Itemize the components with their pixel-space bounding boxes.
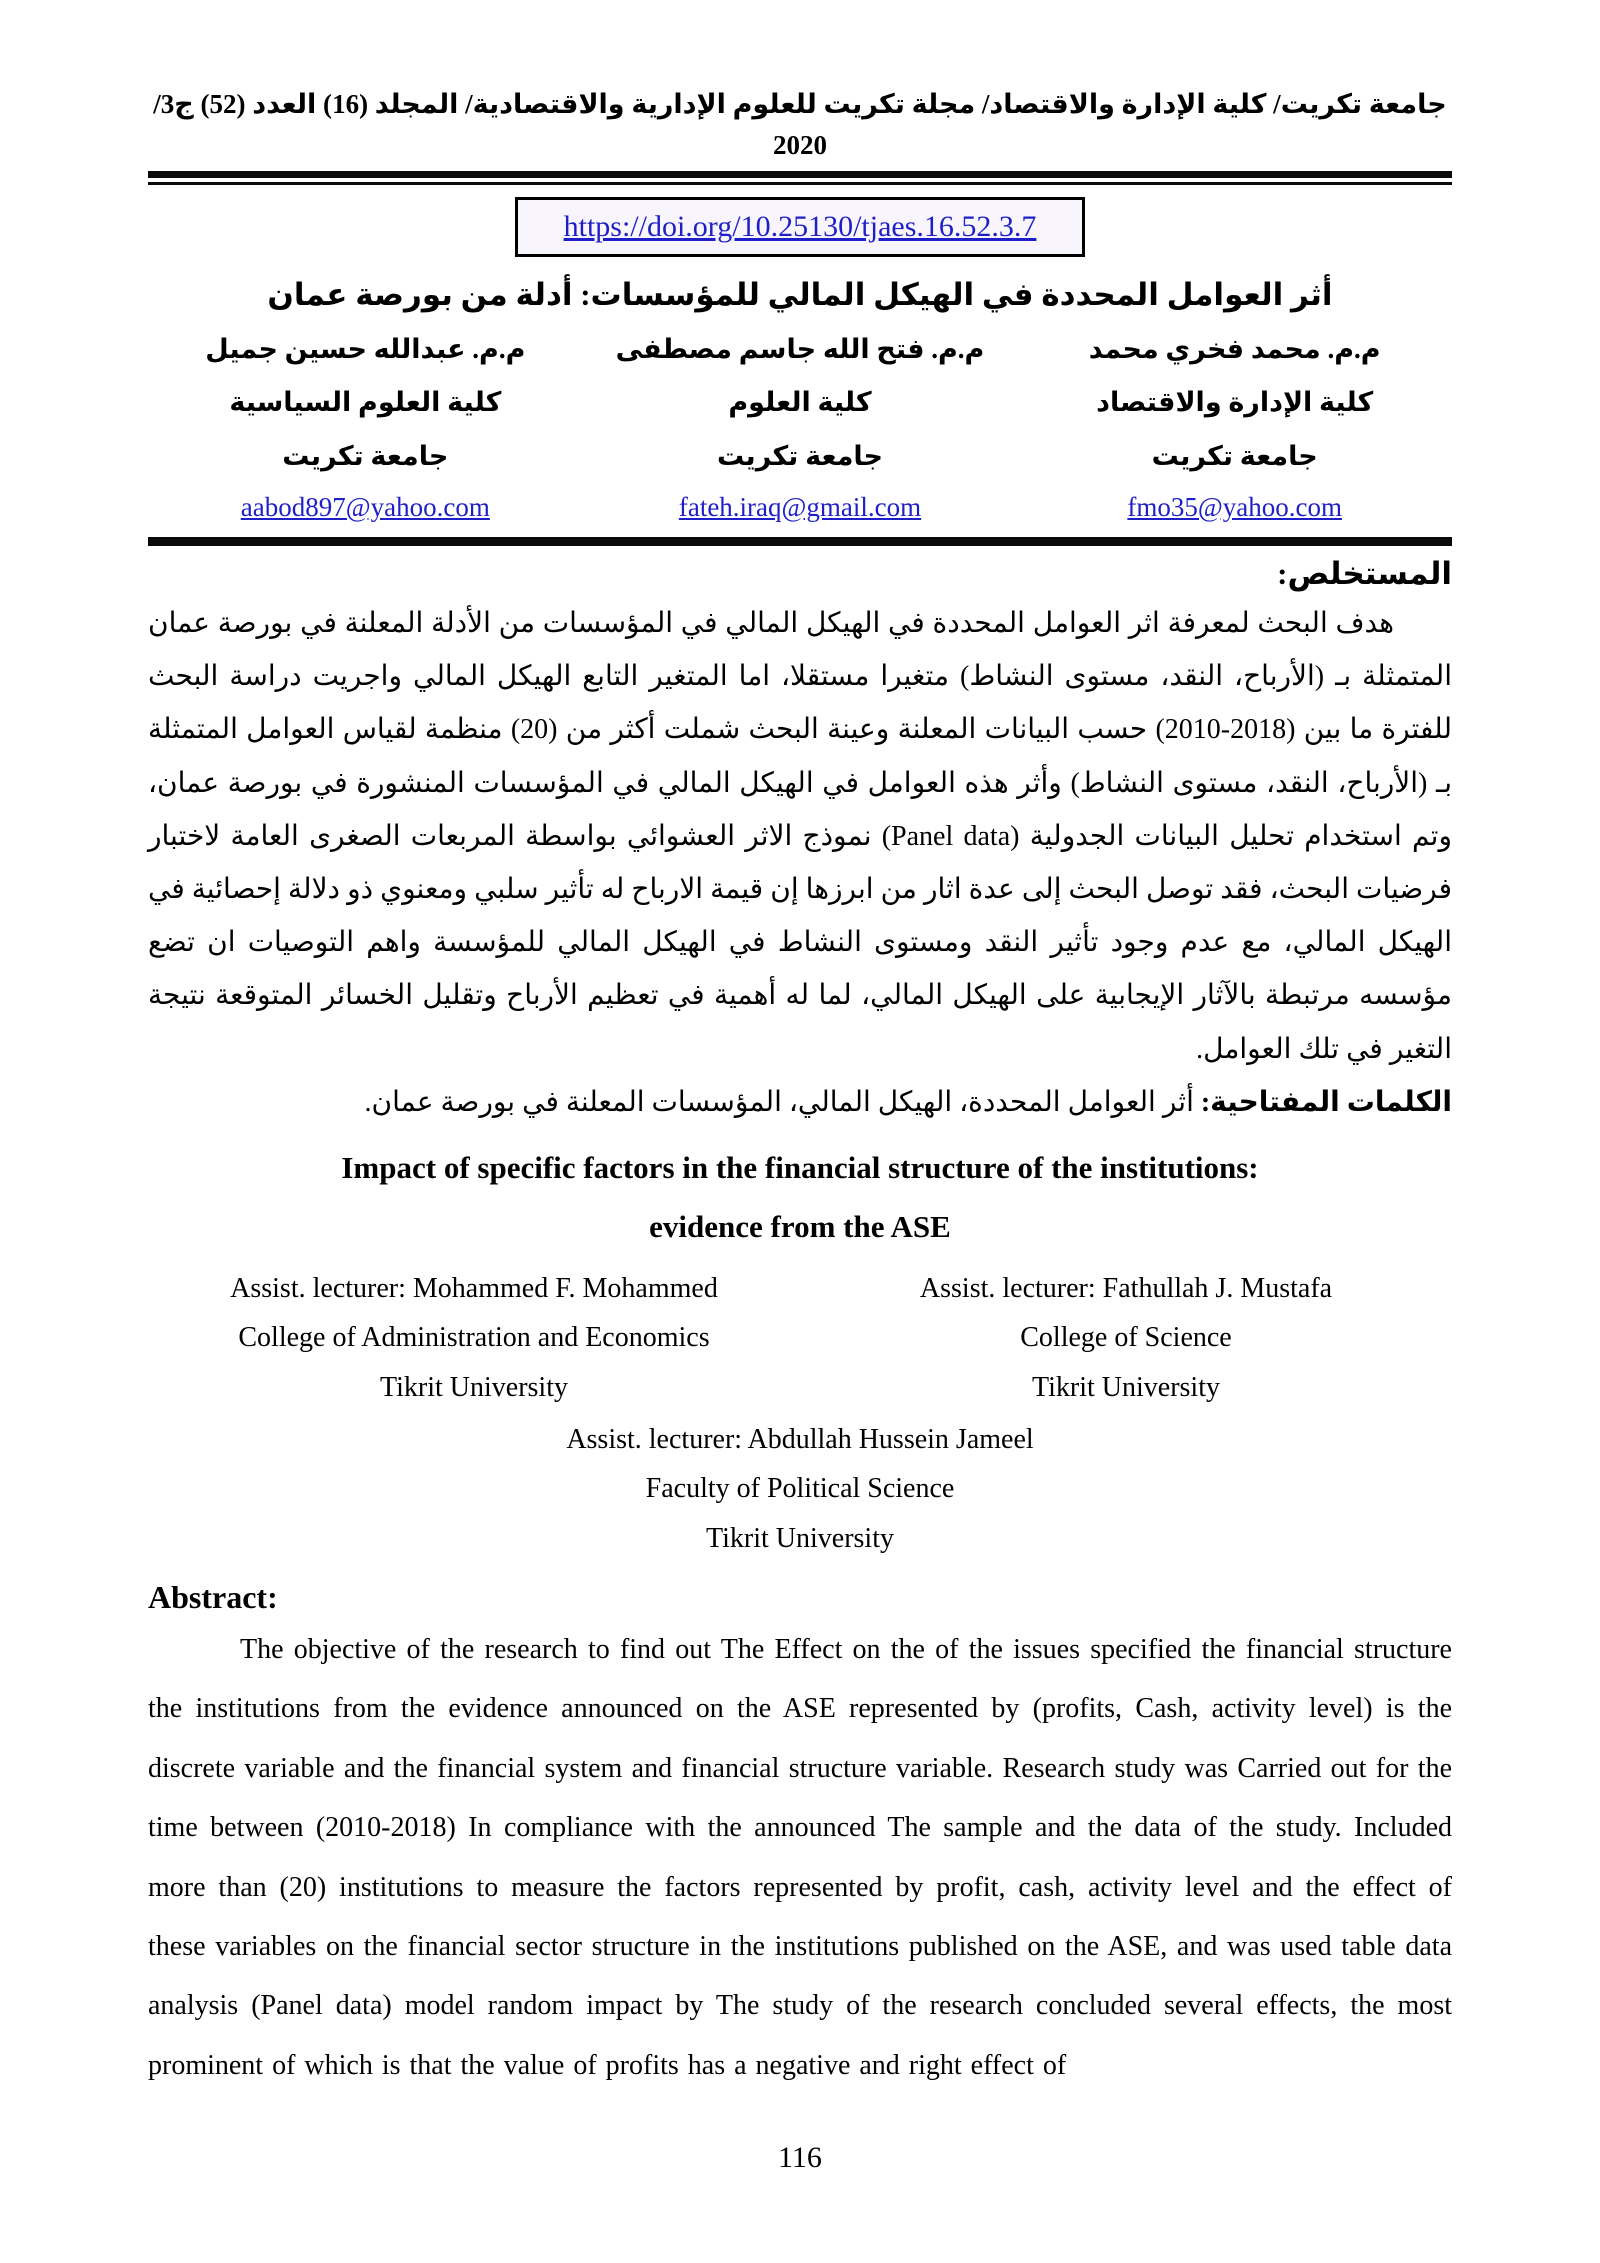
section-divider [148,537,1452,546]
header-divider-thick-line [148,171,1452,178]
author-college: Faculty of Political Science [645,1473,955,1505]
page-number: 116 [778,2141,822,2174]
authors-arabic-block [148,332,1452,473]
author-english-2 [800,1271,1452,1406]
email-cell-2 [583,492,1018,523]
author-college: كلية العلوم السياسية [229,387,502,418]
author-university: Tikrit University [1032,1371,1220,1403]
author-name: م.م. محمد فخري محمد [1088,334,1381,365]
paper-title-english [148,1139,1452,1257]
author-name: Assist. lecturer: Abdullah Hussein Jameel [566,1423,1034,1455]
author-university: جامعة تكريت [282,440,449,471]
doi-link[interactable]: https://doi.org/10.25130/tjaes.16.52.3.7 [563,210,1037,243]
journal-header: جامعة تكريت/ كلية الإدارة والاقتصاد/ مجلة تكريت للعلوم الإدارية والاقتصادية/ المجلد (16) العدد (52) ج3/ 2020 [153,89,1447,160]
english-abstract-heading: Abstract: [148,1579,278,1616]
author-name: م.م. فتح الله جاسم مصطفى [615,334,985,365]
keywords-line [148,1076,1452,1129]
author-arabic-2 [583,332,1018,473]
author-emails-row [148,492,1452,523]
email-link-author-1[interactable]: fmo35@yahoo.com [1127,491,1342,522]
header-divider [148,171,1452,185]
author-college: College of Science [1020,1322,1232,1354]
english-abstract-body: The objective of the research to find out The Effect on the of the issues specified the financial structure the institutions from the evidence announced on the ASE represented by (profits, Cash, activity level) is the discrete variable and the financial system and financial structure variable. Research study was Carried out for the time between (2010-2018) In compliance with the announced The sample and the data of the study. Included more than (20) institutions to measure the factors represented by profit, cash, activity level and the effect of these variables on the financial sector structure in the institutions published on the ASE, and was used table data analysis (Panel data) model random impact by The study of the research concluded several effects, the most prominent of which is that the value of profits has a negative and right effect of [148,1634,1452,2081]
author-english-3 [148,1422,1452,1557]
paper-title-english-line2: evidence from the ASE [649,1208,951,1244]
author-university: Tikrit University [706,1522,894,1554]
header-divider-thin-line [148,182,1452,185]
author-college: كلية الإدارة والاقتصاد [1096,387,1374,418]
author-name: Assist. lecturer: Fathullah J. Mustafa [919,1272,1333,1304]
arabic-abstract-heading: المستخلص: [1277,555,1452,591]
doi-section [148,197,1452,257]
author-university: جامعة تكريت [1151,440,1318,471]
keywords-label: الكلمات المفتاحية: [1200,1086,1452,1118]
author-name: Assist. lecturer: Mohammed F. Mohammed [230,1272,718,1304]
email-link-author-3[interactable]: aabod897@yahoo.com [240,491,490,522]
email-link-author-2[interactable]: fateh.iraq@gmail.com [678,491,922,522]
author-university: Tikrit University [380,1371,568,1403]
authors-english-row [148,1271,1452,1406]
email-cell-3 [148,492,583,523]
author-name: م.م. عبدالله حسين جميل [205,334,526,365]
author-college: كلية العلوم [728,387,872,418]
author-college: College of Administration and Economics [238,1322,710,1354]
doi-box [515,197,1086,257]
email-cell-1 [1017,492,1452,523]
author-arabic-3 [148,332,583,473]
paper-title-arabic: أثر العوامل المحددة في الهيكل المالي للمؤسسات: أدلة من بورصة عمان [267,277,1333,312]
paper-title-english-line1: Impact of specific factors in the financial structure of the institutions: [341,1149,1259,1185]
author-university: جامعة تكريت [716,440,884,471]
author-arabic-1 [1017,332,1452,473]
arabic-abstract-body: هدف البحث لمعرفة اثر العوامل المحددة في الهيكل المالي في المؤسسات من الأدلة المعلنة في بورصة عمان المتمثلة بـ (الأرباح، النقد، مستوى النشاط) متغيرا مستقلا، اما المتغير التابع الهيكل المالي واجريت دراسة البحث للفترة ما بين (2018-2010) حسب البيانات المعلنة وعينة البحث شملت أكثر من (20) منظمة لقياس العوامل المتمثلة بـ (الأرباح، النقد، مستوى النشاط) وأثر هذه العوامل في الهيكل المالي في المؤسسات المنشورة في بورصة عمان، وتم استخدام تحليل البيانات الجدولية (Panel data) نموذج الاثر العشوائي بواسطة المربعات الصغرى العامة لاختبار فرضيات البحث، فقد توصل البحث إلى عدة اثار من ابرزها إن قيمة الارباح له تأثير سلبي ومعنوي ذو دلالة إحصائية في الهيكل المالي، مع عدم وجود تأثير النقد ومستوى النشاط في الهيكل المالي للمؤسسة واهم التوصيات ان تضع مؤسسه مرتبطة بالآثار الإيجابية على الهيكل المالي، لما له أهمية في تعظيم الأرباح وتقليل الخسائر المتوقعة نتيجة التغير في تلك العوامل. [148,608,1452,1065]
keywords-text: أثر العوامل المحددة، الهيكل المالي، المؤسسات المعلنة في بورصة عمان. [364,1086,1201,1118]
author-english-1 [148,1271,800,1406]
